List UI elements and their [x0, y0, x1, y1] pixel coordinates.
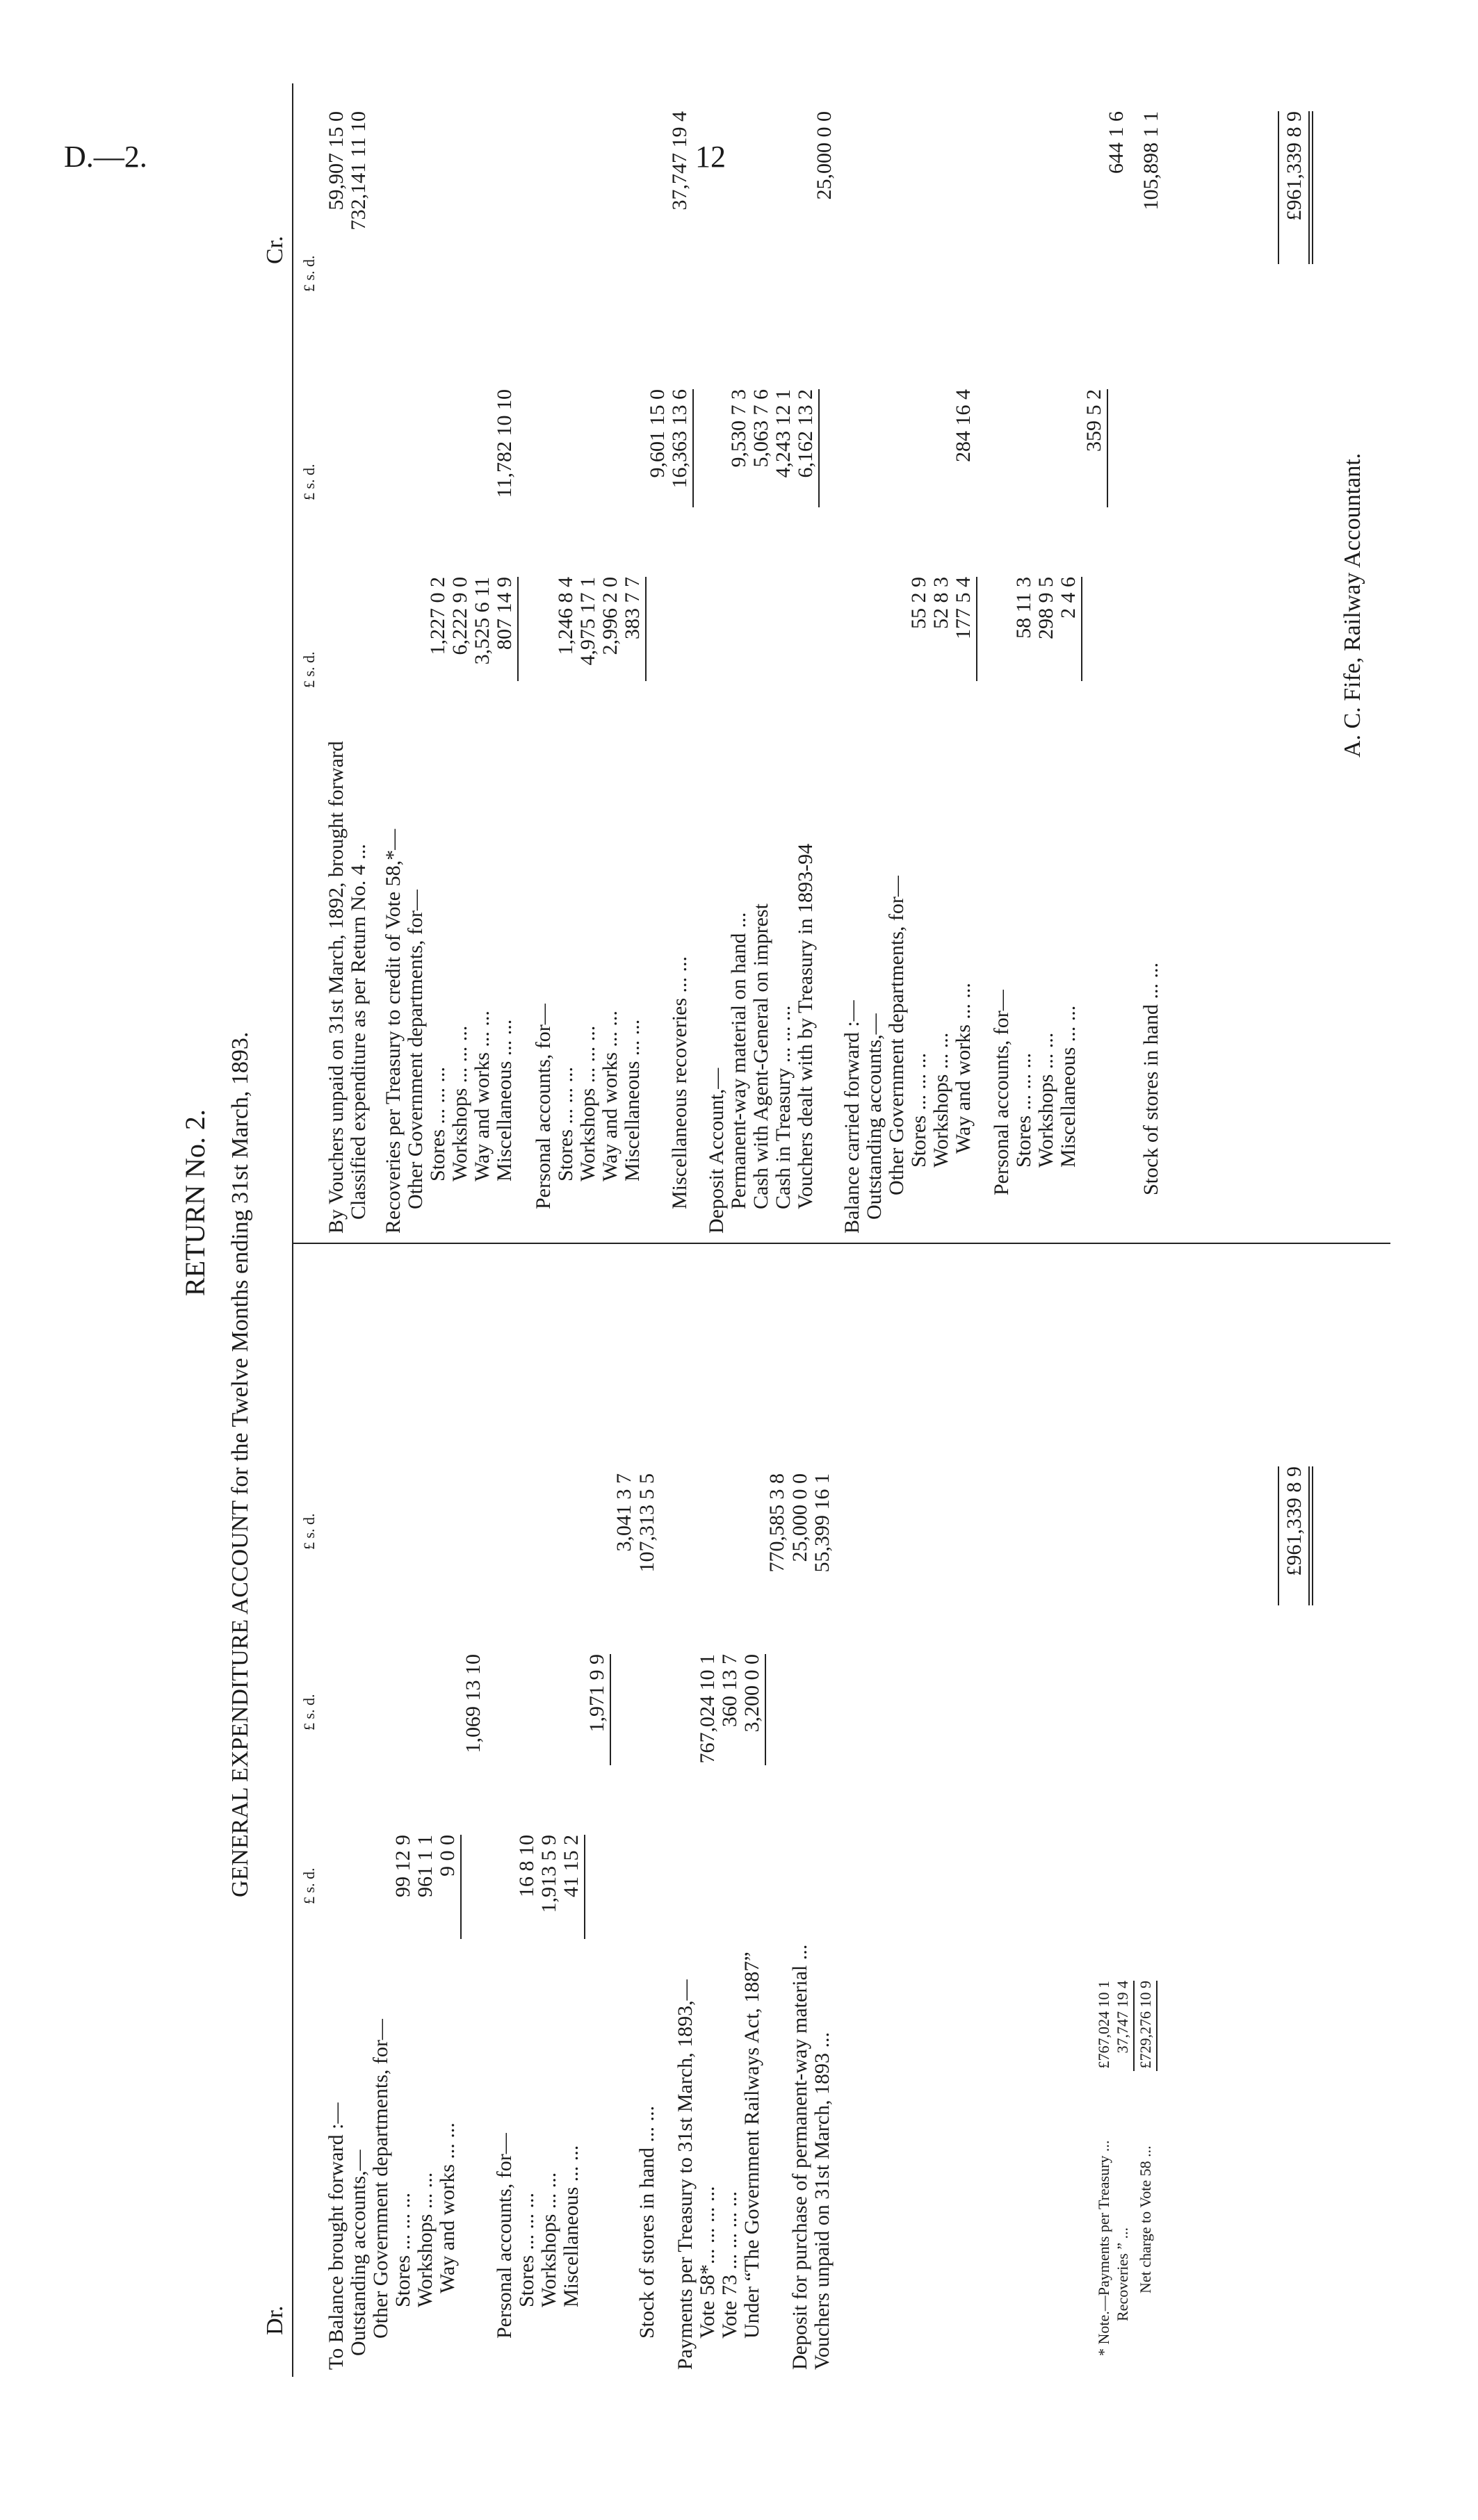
dr-currency-col1: £ s. d.: [300, 1867, 318, 1904]
rule: [1107, 389, 1108, 507]
cr-v-bp-stores: 58 11 3: [1012, 577, 1035, 639]
dr-v-act: 3,200 0 0: [740, 1654, 763, 1733]
cr-v-p-wayworks: 2,996 2 0: [599, 577, 622, 655]
cr-v-d4: 6,162 13 2: [794, 389, 817, 478]
cr-v-misc: 807 14 9: [493, 577, 516, 650]
cr-grand-total: £961,339 8 9: [1283, 111, 1306, 221]
signature: A. C. Fife, Railway Accountant.: [1340, 452, 1365, 758]
rule: [460, 1835, 462, 1939]
note-v-payments: £767,024 10 1: [1095, 1981, 1112, 2069]
rule: [1081, 577, 1082, 681]
cr-workshops: Workshops ... ... ...: [448, 1025, 471, 1181]
cr-v-p-workshops: 4,975 17 1: [576, 577, 599, 666]
cr-balance-cf: Balance carried forward :—: [840, 1000, 863, 1234]
dr-vouchers: Vouchers unpaid on 31st March, 1893 ...: [811, 2031, 834, 2370]
cr-currency-col3: £ s. d.: [300, 255, 318, 292]
dr-workshops: Workshops ... ...: [414, 2172, 437, 2307]
cr-recoveries: Recoveries per Treasury to credit of Vote 58,*—: [382, 828, 405, 1234]
cr-misc: Miscellaneous ... ...: [493, 1019, 516, 1181]
rule: [1278, 1466, 1279, 1605]
cr-d3: Cash in Treasury ... ... ...: [772, 1005, 795, 1209]
dr-p-stores: Stores ... ... ...: [515, 2193, 538, 2307]
cr-stock: Stock of stores in hand ... ...: [1139, 963, 1162, 1195]
cr-bal-outstanding: Outstanding accounts,—: [863, 1013, 886, 1220]
rule: [1133, 1981, 1135, 2071]
rule: [1156, 1981, 1158, 2071]
cr-bal-ogd: Other Government departments, for—: [885, 876, 908, 1195]
cr-deposit: Deposit Account,—: [705, 1067, 728, 1234]
rule: [976, 577, 977, 681]
cr-v-b-stores: 55 2 9: [907, 577, 930, 629]
dr-v-deposit: 25,000 0 0: [788, 1473, 811, 1562]
note-v-recoveries: 37,747 19 4: [1114, 1981, 1131, 2054]
note-recoveries: Recoveries ” ...: [1114, 2227, 1131, 2321]
rule: [818, 389, 820, 507]
cr-sub-personal: 9,601 15 0: [646, 389, 669, 478]
dr-stores: Stores ... ... ...: [391, 2193, 414, 2307]
cr-p-workshops: Workshops ... ... ...: [576, 1025, 599, 1181]
cr-v-classified: 732,141 11 10: [347, 111, 370, 231]
cr-b-wayworks: Way and works ... ...: [952, 983, 975, 1154]
cr-sub-ogd: 11,782 10 10: [493, 389, 516, 498]
cr-v-stock: 105,898 1 1: [1139, 111, 1162, 211]
cr-wayworks: Way and works ... ...: [471, 1011, 494, 1181]
cr-personal: Personal accounts, for—: [532, 1004, 555, 1209]
center-divider: [292, 1243, 1390, 1244]
cr-v-stores: 1,227 0 2: [426, 577, 449, 655]
dr-v-p-workshops: 1,913 5 9: [537, 1835, 560, 1913]
cr-currency-col1: £ s. d.: [300, 651, 318, 688]
cr-bp-misc: Miscellaneous ... ...: [1057, 1005, 1080, 1168]
dr-v-vote73: 360 13 7: [718, 1654, 741, 1727]
dr-total-outstanding: 3,041 3 7: [612, 1473, 635, 1552]
cr-total-recoveries: 37,747 19 4: [668, 111, 691, 211]
rule: [610, 1654, 611, 1765]
dr-outstanding: Outstanding accounts,—: [347, 2150, 370, 2356]
cr-vouchers-bf: By Vouchers unpaid on 31st March, 1892, brought forward: [325, 741, 348, 1234]
dr-balance-bf: To Balance brought forward :—: [325, 2102, 348, 2370]
dr-payments: Payments per Treasury to 31st March, 1893,—: [674, 1979, 697, 2370]
dr-v-wayworks: 9 0 0: [436, 1835, 459, 1876]
cr-bp-workshops: Workshops ... ...: [1034, 1032, 1057, 1168]
cr-sub-b-ogd: 284 16 4: [952, 389, 975, 462]
dr-v-vote58: 767,024 10 1: [696, 1654, 719, 1764]
cr-p-wayworks: Way and works ... ...: [599, 1011, 622, 1181]
dr-currency-col3: £ s. d.: [300, 1513, 318, 1550]
dr-v-workshops: 961 1 1: [414, 1835, 437, 1897]
cr-v-workshops: 6,222 9 0: [448, 577, 471, 655]
cr-v-wayworks: 3,525 6 11: [471, 577, 494, 665]
rule: [1308, 111, 1310, 264]
cr-misc-recoveries: Miscellaneous recoveries ... ...: [668, 956, 691, 1209]
cr-total-deposit: 25,000 0 0: [813, 111, 836, 200]
cr-v-bp-misc: 2 4 6: [1057, 577, 1080, 619]
rule: [692, 389, 694, 507]
cr-v-b-workshops: 52 8 3: [929, 577, 952, 629]
rule: [645, 577, 647, 681]
cr-b-workshops: Workshops ... ...: [929, 1032, 952, 1168]
rule: [1312, 111, 1313, 264]
rule: [1278, 111, 1279, 264]
rule: [1312, 1466, 1313, 1605]
rule: [517, 577, 519, 681]
dr-currency-col2: £ s. d.: [300, 1694, 318, 1731]
cr-v-bp-workshops: 298 9 5: [1034, 577, 1057, 639]
cr-v-d3: 4,243 12 1: [772, 389, 795, 478]
dr-total-payments: 770,585 3 8: [765, 1473, 788, 1573]
cr-v-b-wayworks: 177 5 4: [952, 577, 975, 639]
cr-b-personal: Personal accounts, for—: [990, 990, 1013, 1195]
note-payments: * Note.—Payments per Treasury ...: [1095, 2140, 1112, 2356]
rule: [765, 1654, 766, 1765]
rule: [584, 1835, 585, 1939]
cr-v-p-stores: 1,246 8 4: [554, 577, 577, 655]
dr-grand-total: £961,339 8 9: [1283, 1466, 1306, 1576]
cr-v-d1: 9,530 7 3: [727, 389, 750, 468]
dr-stock: Stock of stores in hand ... ...: [635, 2106, 658, 2339]
dr-p-workshops: Workshops ... ...: [537, 2172, 560, 2307]
top-rule: [292, 83, 293, 2377]
dr-ogd: Other Government departments, for—: [369, 2019, 392, 2339]
dr-sub-personal: 1,971 9 9: [585, 1654, 608, 1733]
dr-v-vouchers: 55,399 16 1: [811, 1473, 834, 1573]
dr-v-stock: 107,313 5 5: [635, 1473, 658, 1573]
dr-personal: Personal accounts, for—: [493, 2133, 516, 2339]
cr-p-stores: Stores ... ... ...: [554, 1067, 577, 1181]
page-number: 12: [695, 140, 726, 174]
cr-v-p-misc: 383 7 7: [621, 577, 644, 639]
dr-vote58: Vote 58*... ... ... ...: [696, 2186, 719, 2339]
cr-v-d2: 5,063 7 6: [749, 389, 772, 468]
cr-d1: Permanent-way material on hand ...: [727, 912, 750, 1209]
page-section-code: D.—2.: [64, 140, 147, 174]
dr-v-stores: 99 12 9: [391, 1835, 414, 1897]
cr-p-misc: Miscellaneous ... ...: [621, 1019, 644, 1181]
cr-d2: Cash with Agent-General on imprest: [749, 903, 772, 1209]
cr-bp-stores: Stores ... ... ...: [1012, 1053, 1035, 1168]
dr-under-act: Under “The Government Railways Act, 1887”: [740, 1952, 763, 2339]
note-v-net: £729,276 10 9: [1137, 1981, 1154, 2069]
cr-sub-b-personal: 359 5 2: [1082, 389, 1105, 452]
account-title: GENERAL EXPENDITURE ACCOUNT for the Twelve Months ending 31st March, 1893.: [227, 1031, 253, 1897]
dr-vote73: Vote 73 ... ... ... ...: [718, 2191, 741, 2339]
dr-v-p-misc: 41 15 2: [560, 1835, 583, 1897]
cr-classified: Classified expenditure as per Return No. 4 ...: [347, 844, 370, 1220]
dr-p-misc: Miscellaneous ... ...: [560, 2145, 583, 2307]
return-number: RETURN No. 2.: [179, 1109, 211, 1296]
cr-ogd: Other Government departments, for—: [404, 890, 427, 1209]
rotated-account-page: [146, 83, 1453, 2377]
dr-deposit: Deposit for purchase of permanent-way material ...: [788, 1944, 811, 2370]
dr-wayworks: Way and works ... ...: [436, 2122, 459, 2293]
cr-v-misc-recoveries: 16,363 13 6: [668, 389, 691, 489]
cr-total-balance: 644 1 6: [1105, 111, 1128, 174]
cr-v-vouchers-bf: 59,907 15 0: [325, 111, 348, 211]
note-net-charge: Net charge to Vote 58 ...: [1137, 2145, 1154, 2293]
cr-d4: Vouchers dealt with by Treasury in 1893-94: [794, 843, 817, 1209]
cr-stores: Stores ... ... ...: [426, 1067, 449, 1181]
cr-currency-col2: £ s. d.: [300, 464, 318, 500]
credit-heading: Cr.: [262, 236, 288, 264]
rule: [1308, 1466, 1310, 1605]
debit-heading: Dr.: [262, 2305, 288, 2335]
dr-sub-ogd: 1,069 13 10: [462, 1654, 485, 1753]
cr-b-stores: Stores ... ... ...: [907, 1053, 930, 1168]
dr-v-p-stores: 16 8 10: [515, 1835, 538, 1897]
